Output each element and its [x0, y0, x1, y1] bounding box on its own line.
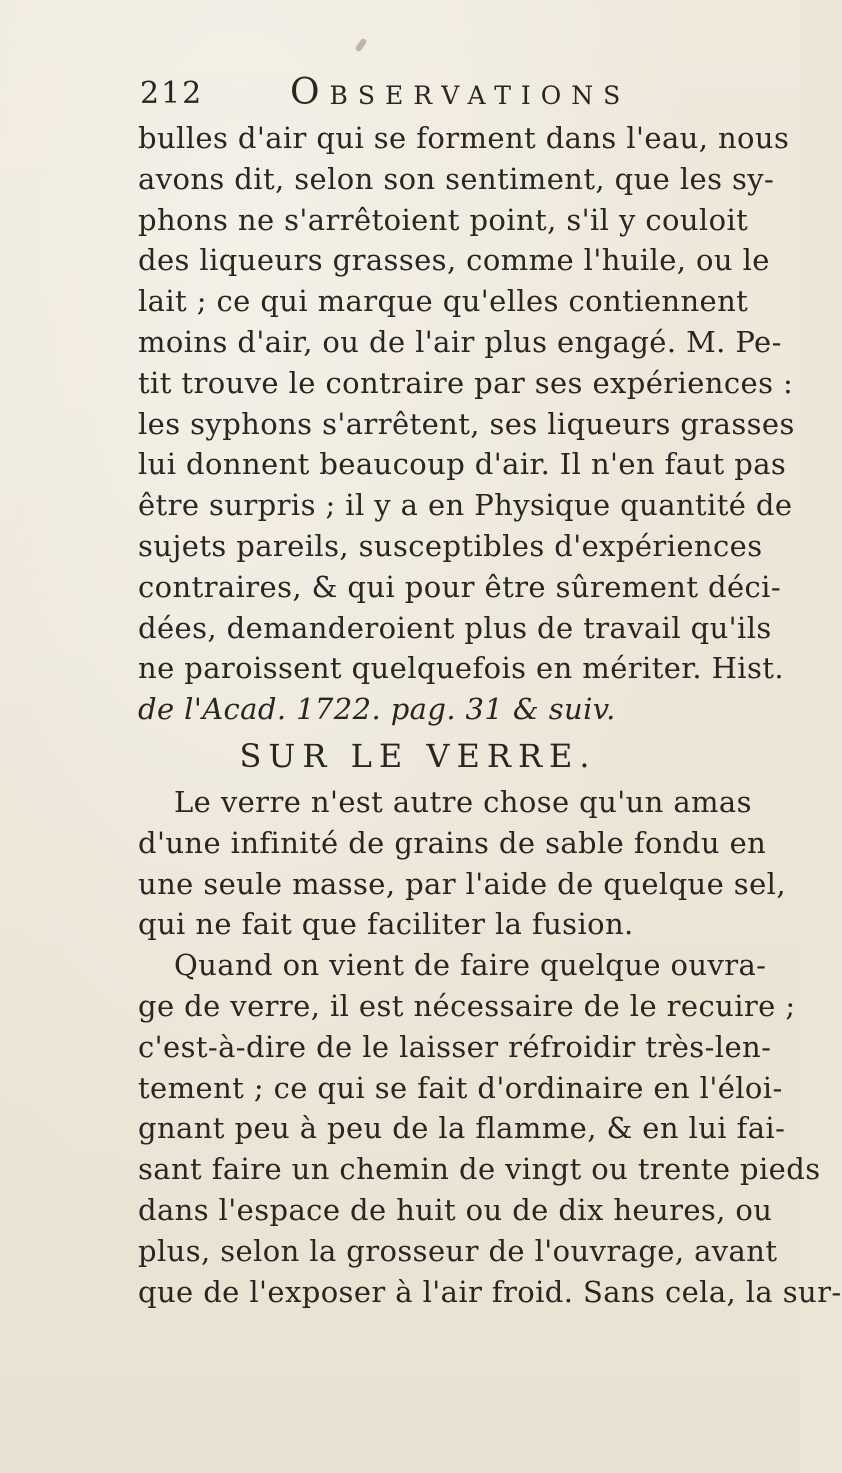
text-line: c'est-à-dire de le laisser réfroidir très-len- [138, 1029, 772, 1064]
text-line: des liqueurs grasses, comme l'huile, ou le [138, 243, 770, 278]
ink-mark [355, 38, 368, 53]
text-line: lui donnent beaucoup d'air. Il n'en faut pas [138, 447, 787, 482]
text-line: dans l'espace de huit ou de dix heures, ou [138, 1192, 773, 1227]
section-heading: SUR LE VERRE. [239, 736, 597, 775]
citation-line: de l'Acad. 1722. pag. 31 & suiv. [138, 692, 616, 727]
text-line: avons dit, selon son sentiment, que les sy- [138, 161, 775, 196]
text-line: être surpris ; il y a en Physique quantité de [138, 488, 793, 523]
text-line: une seule masse, par l'aide de quelque sel, [138, 866, 786, 901]
body-text [138, 118, 842, 1312]
text-line: gnant peu à peu de la flamme, & en lui fai- [138, 1111, 786, 1146]
text-line: moins d'air, ou de l'air plus engagé. M. Pe- [138, 324, 782, 359]
running-title: Observations [290, 72, 631, 113]
paragraph-first-line: Le verre n'est autre chose qu'un amas [174, 784, 752, 819]
text-line: ne paroissent quelquefois en mériter. Hist. [138, 651, 784, 686]
text-line: plus, selon la grosseur de l'ouvrage, avant [138, 1233, 778, 1268]
text-line: contraires, & qui pour être sûrement déci- [138, 569, 782, 604]
page-number: 212 [140, 76, 204, 111]
text-line: d'une infinité de grains de sable fondu en [138, 825, 767, 860]
text-line: qui ne fait que faciliter la fusion. [138, 907, 634, 942]
text-line: phons ne s'arrêtoient point, s'il y couloit [138, 202, 749, 237]
text-line: dées, demanderoient plus de travail qu'ils [138, 610, 772, 645]
text-line: que de l'exposer à l'air froid. Sans cela, la sur- [138, 1274, 842, 1309]
text-line: tit trouve le contraire par ses expériences : [138, 365, 794, 400]
text-line: ge de verre, il est nécessaire de le recuire ; [138, 988, 796, 1023]
paragraph-first-line: Quand on vient de faire quelque ouvra- [174, 948, 767, 983]
text-line: les syphons s'arrêtent, ses liqueurs grasses [138, 406, 795, 441]
text-line: tement ; ce qui se fait d'ordinaire en l'éloi- [138, 1070, 783, 1105]
text-line: sant faire un chemin de vingt ou trente pieds [138, 1152, 821, 1187]
text-line: bulles d'air qui se forment dans l'eau, nous [138, 121, 790, 155]
running-head [140, 72, 680, 112]
text-line: lait ; ce qui marque qu'elles contiennent [138, 284, 749, 319]
text-line: sujets pareils, susceptibles d'expériences [138, 528, 763, 563]
